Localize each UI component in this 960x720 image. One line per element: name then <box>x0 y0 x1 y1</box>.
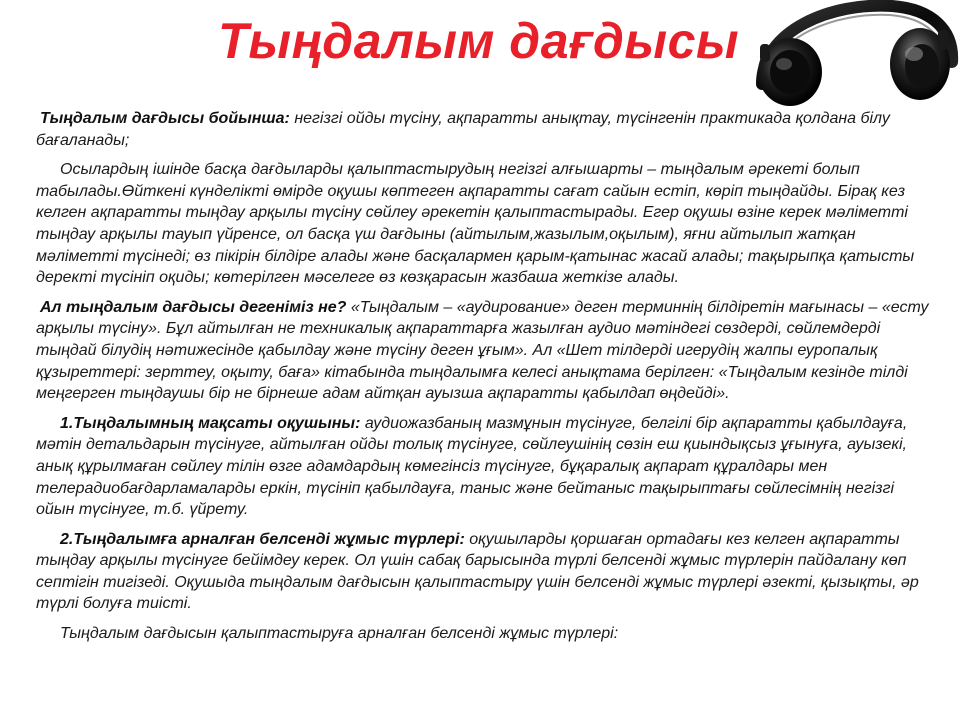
paragraph-1 <box>36 108 936 151</box>
paragraph-6 <box>36 623 936 645</box>
paragraph-text: аудиожазбаның мазмұнын түсінуге, белгілі бір ақпаратты қабылдауға, мәтін детальдарын түсінуге, айтылған ойды толық түсінуге, сөйлеушінің сөзін еш қиындықсыз ұғынуға, ауызекі, анық құрылмаған сөйлеу тілін өзге адамдардың көмегінсіз түсінуге, бұқаралық ақпарат құралдары мен телерадиобағдарламаларды еркін, түсініп қабылдауға, таныс және бейтаныс тақырыптағы сөйлесімнің негізгі ойын түсінуге, т.б. үйрету. <box>36 414 908 519</box>
paragraph-lead: 1.Тыңдалымның мақсаты оқушыны: <box>60 414 361 432</box>
paragraph-text: оқушыларды қоршаған ортадағы кез келген ақпаратты тыңдау арқылы түсінуге бейімдеу керек. Ол үшін сабақ барысында түрлі белсенді жұмыс түрлерін пайдалану көп септігін тигізеді. Оқушыда тыңдалым дағдысын қалыптастыру үшін белсенді жұмыс түрлері әзекті, қызықты, әр түрлі болуға тиісті. <box>36 530 919 613</box>
headphones-icon <box>742 0 960 112</box>
paragraph-lead: Ал тыңдалым дағдысы дегеніміз не? <box>40 298 347 316</box>
paragraph-text: Тыңдалым дағдысын қалыптастыруға арналған белсенді жұмыс түрлері: <box>60 625 619 643</box>
paragraph-text: Осылардың ішінде басқа дағдыларды қалыптастырудың негізгі алғышарты – тыңдалым әрекеті болып табылады.Өйткені күнделікті өмірде оқушы көптеген ақпаратты сағат сайын естіп, көріп тыңдайды. Бірақ кез келген ақпаратты тыңдау арқылы түсіну сөйлеу әрекетін қалыптастырады. Егер оқушы өзіне керек мәліметті тыңдау арқылы тауып үйренсе, ол басқа үш дағдыны (айтылым,жазылым,оқылым), яғни айтылып жатқан мәліметті түсінеді; өз пікірін білдіре алады және басқалармен қарым-қатынас жасай алады; тақырыпқа қатысты деректі түсініп оқиды; көтерілген мәселеге өз көзқарасын жазбаша жеткізе алады. <box>36 161 915 287</box>
paragraph-5 <box>36 529 936 615</box>
paragraph-lead: 2.Тыңдалымға арналған белсенді жұмыс түрлері: <box>60 530 465 548</box>
paragraph-2 <box>36 159 936 289</box>
paragraph-text: «Тыңдалым – «аудирование» деген терминнің білдіретін мағынасы – «есту арқылы түсіну». Бұл айтылған не техникалық ақпараттарға жазылған аудио мәтіндегі сөздерді, сөйлемдерді тыңдай білудің нәтижесінде қабылдау және түсіну деген ұғым». Ал «Шет тілдерді игерудің жалпы еуропалық құзыреттері: зерттеу, оқыту, баға» кітабында тыңдалымға келесі анықтама берілген: «Тыңдалым кезінде тілді меңгерген тыңдаушы бір не бірнеше адам айтқан ауызша ақпаратты қабылдап өңдейді». <box>36 298 929 403</box>
slide-body <box>36 108 936 653</box>
paragraph-text: негізгі ойды түсіну, ақпаратты анықтау, түсінгенін практикада қолдана білу бағаланады; <box>36 110 890 149</box>
slide-title: Тыңдалым дағдысы <box>218 13 740 69</box>
paragraph-4 <box>36 413 936 521</box>
paragraph-lead: Тыңдалым дағдысы бойынша: <box>40 110 290 127</box>
paragraph-3 <box>36 297 936 405</box>
